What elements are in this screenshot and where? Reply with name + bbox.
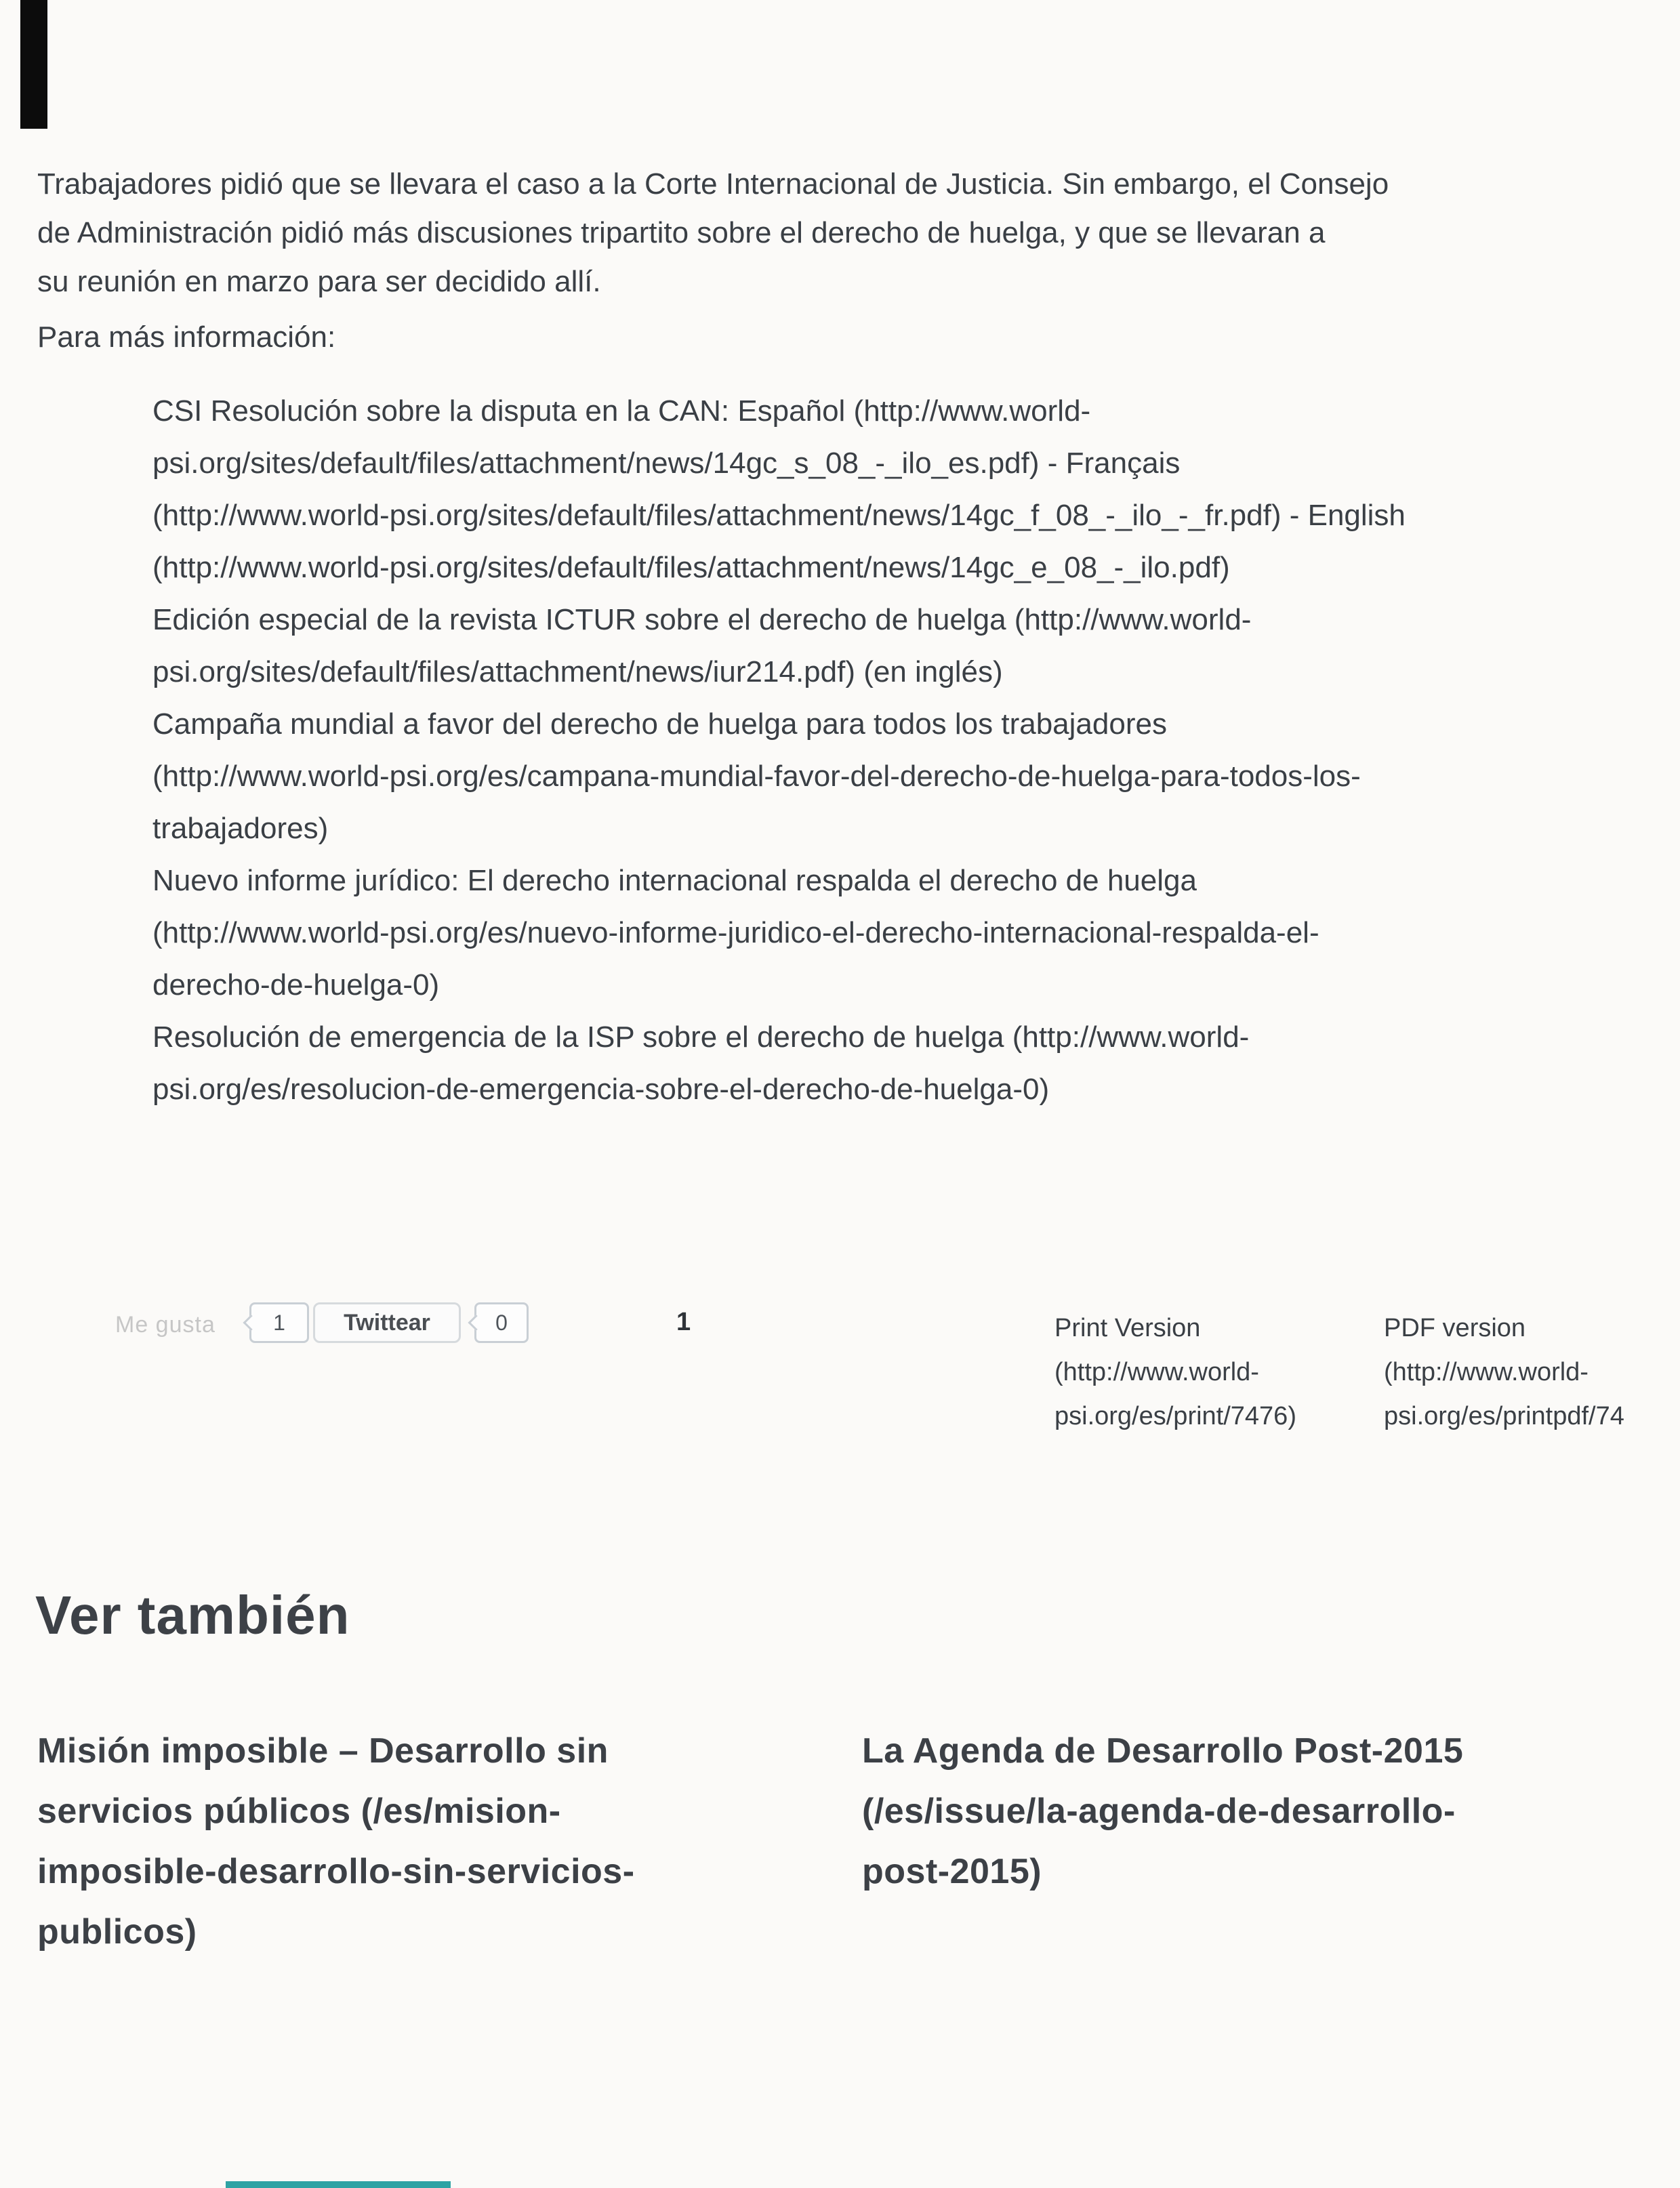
- pdf-version-line[interactable]: PDF version: [1384, 1314, 1526, 1342]
- paragraph-line: su reunión en marzo para ser decidido allí.: [37, 265, 601, 298]
- info-link-csi-resolution[interactable]: psi.org/sites/default/files/attachment/news/14gc_s_08_-_ilo_es.pdf) - Français: [152, 447, 1181, 480]
- see-also-link-mision-imposible[interactable]: [37, 1721, 776, 1962]
- tweet-count-badge: 0: [474, 1302, 529, 1343]
- info-link-global-campaign[interactable]: Campaña mundial a favor del derecho de huelga para todos los trabajadores: [152, 707, 1167, 741]
- tweet-button[interactable]: Twittear: [313, 1302, 461, 1343]
- info-link-emergency-resolution[interactable]: psi.org/es/resolucion-de-emergencia-sobre-el-derecho-de-huelga-0): [152, 1073, 1050, 1106]
- see-also-link-line[interactable]: (/es/issue/la-agenda-de-desarrollo-: [862, 1792, 1456, 1831]
- print-version-link[interactable]: [1054, 1306, 1380, 1439]
- print-version-line[interactable]: psi.org/es/print/7476): [1054, 1402, 1296, 1430]
- info-link-ictur-edition[interactable]: psi.org/sites/default/files/attachment/news/iur214.pdf) (en inglés): [152, 655, 1003, 688]
- info-link-global-campaign[interactable]: trabajadores): [152, 812, 329, 845]
- pdf-version-line[interactable]: (http://www.world-: [1384, 1358, 1589, 1386]
- facebook-like-label[interactable]: Me gusta: [115, 1312, 216, 1338]
- info-link-global-campaign[interactable]: (http://www.world-psi.org/es/campana-mundial-favor-del-derecho-de-huelga-para-todos-los-: [152, 760, 1361, 793]
- info-link-legal-report[interactable]: (http://www.world-psi.org/es/nuevo-informe-juridico-el-derecho-internacional-respalda-el-: [152, 916, 1319, 949]
- info-link-csi-resolution[interactable]: (http://www.world-psi.org/sites/default/files/attachment/news/14gc_e_08_-_ilo.pdf): [152, 551, 1230, 584]
- see-also-link-line[interactable]: servicios públicos (/es/mision-: [37, 1792, 561, 1831]
- info-link-csi-resolution[interactable]: (http://www.world-psi.org/sites/default/files/attachment/news/14gc_f_08_-_ilo_-_fr.pdf) - English: [152, 499, 1406, 532]
- pdf-version-line[interactable]: psi.org/es/printpdf/74: [1384, 1402, 1624, 1430]
- share-count: 1: [676, 1308, 691, 1336]
- cut-off-element-marker: [226, 2181, 451, 2188]
- info-link-csi-resolution[interactable]: CSI Resolución sobre la disputa en la CAN: Español (http://www.world-: [152, 394, 1091, 428]
- like-count-badge: 1: [249, 1302, 309, 1343]
- print-version-line[interactable]: Print Version: [1054, 1314, 1201, 1342]
- info-link-emergency-resolution[interactable]: Resolución de emergencia de la ISP sobre el derecho de huelga (http://www.world-: [152, 1020, 1250, 1054]
- see-also-link-line[interactable]: post-2015): [862, 1852, 1042, 1891]
- see-also-link-line[interactable]: La Agenda de Desarrollo Post-2015: [862, 1731, 1464, 1771]
- scan-artifact-mark: [20, 0, 47, 129]
- info-link-legal-report[interactable]: Nuevo informe jurídico: El derecho internacional respalda el derecho de huelga: [152, 864, 1197, 897]
- see-also-heading: Ver también: [35, 1585, 350, 1645]
- info-link-list: [152, 385, 1664, 1115]
- info-link-legal-report[interactable]: derecho-de-huelga-0): [152, 968, 440, 1002]
- see-also-link-line[interactable]: imposible-desarrollo-sin-servicios-: [37, 1852, 635, 1891]
- print-version-line[interactable]: (http://www.world-: [1054, 1358, 1259, 1386]
- more-info-label: Para más información:: [37, 321, 336, 354]
- see-also-link-agenda-post-2015[interactable]: [862, 1721, 1601, 1902]
- info-link-ictur-edition[interactable]: Edición especial de la revista ICTUR sobre el derecho de huelga (http://www.world-: [152, 603, 1252, 636]
- article-paragraph: [37, 160, 1657, 306]
- paragraph-line: de Administración pidió más discusiones tripartito sobre el derecho de huelga, y que se llevaran a: [37, 216, 1326, 249]
- pdf-version-link[interactable]: [1384, 1306, 1680, 1439]
- see-also-link-line[interactable]: publicos): [37, 1912, 197, 1952]
- see-also-link-line[interactable]: Misión imposible – Desarrollo sin: [37, 1731, 609, 1771]
- paragraph-line: Trabajadores pidió que se llevara el caso a la Corte Internacional de Justicia. Sin embargo, el Consejo: [37, 167, 1389, 201]
